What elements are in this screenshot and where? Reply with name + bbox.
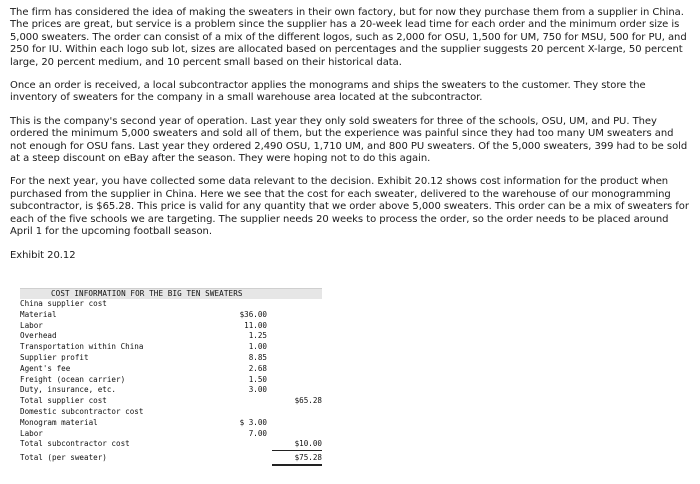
double-underline-rule <box>272 465 322 466</box>
table-row <box>20 310 322 321</box>
row-value: 11.00 <box>244 320 267 330</box>
table-row <box>20 407 322 418</box>
table-row <box>20 299 322 310</box>
row-value: 3.00 <box>248 385 267 395</box>
row-value: 7.00 <box>248 428 267 438</box>
table-row <box>20 321 322 332</box>
row-label: Material <box>20 309 57 319</box>
row-label: Total (per sweater) <box>20 453 107 463</box>
table-row <box>20 439 322 451</box>
table-row <box>20 342 322 353</box>
row-total: $65.28 <box>294 396 322 406</box>
row-label: Labor <box>20 320 43 330</box>
table-row <box>20 396 322 407</box>
table-row <box>20 429 322 440</box>
row-value: $ 3.00 <box>239 417 267 427</box>
row-label: Agent's fee <box>20 363 71 373</box>
row-label: Supplier profit <box>20 352 89 362</box>
table-row <box>20 375 322 386</box>
paragraph-subcontractor: Once an order is received, a local subcontractor applies the monograms and ships the sweaters to the customer. They store the inventory of sweaters for the company in a small warehouse area located at the subcontractor. <box>10 80 646 104</box>
row-value: 2.68 <box>248 363 267 373</box>
paragraph-next-year: For the next year, you have collected some data relevant to the decision. Exhibit 20.12 shows cost information for the product when purchased from the supplier in China. Here we see that the cost for each sweater, delivered to the warehouse of our monogramming subcontractor, is $65.28. This price is valid for any quantity that we order above 5,000 sweaters. This order can be a mix of sweaters for each of the five schools we are targeting. The supplier needs 20 weeks to process the order, so the order needs to be placed around April 1 for the upcoming football season. <box>10 176 689 238</box>
row-label: China supplier cost <box>20 299 107 308</box>
row-label: Overhead <box>20 331 57 341</box>
row-label: Labor <box>20 428 43 438</box>
paragraph-supplier: The firm has considered the idea of making the sweaters in their own factory, but for now they purchase them from a supplier in China. The prices are great, but service is a problem since the supplier has a 20-week lead time for each order and the minimum order size is 5,000 sweaters. The order can consist of a mix of the different logos, such as 2,000 for OSU, 1,500 for UM, 750 for MSU, 500 for PU, and 250 for IU. Within each logo sub lot, sizes are allocated based on percentages and the supplier suggests 20 percent X-large, 50 percent large, 20 percent medium, and 10 percent small based on their historical data. <box>10 7 687 68</box>
cost-exhibit-table <box>20 288 322 464</box>
row-total: $10.00 <box>272 439 322 451</box>
row-label: Freight (ocean carrier) <box>20 374 126 384</box>
table-row <box>20 331 322 342</box>
row-value: 1.25 <box>248 331 267 341</box>
row-value: 8.85 <box>248 352 267 362</box>
exhibit-title: COST INFORMATION FOR THE BIG TEN SWEATERS <box>20 288 322 299</box>
row-grand-total: $75.28 <box>272 453 322 465</box>
table-row <box>20 418 322 429</box>
table-row <box>20 451 322 464</box>
table-row <box>20 364 322 375</box>
row-label: Total subcontractor cost <box>20 439 130 449</box>
paragraph-second-year: This is the company's second year of operation. Last year they only sold sweaters for three of the schools, OSU, UM, and PU. They ordered the minimum 5,000 sweaters and sold all of them, but the experience was painful since they had too many UM sweaters and not enough for OSU fans. Last year they ordered 2,490 OSU, 1,710 UM, and 800 PU sweaters. Of the 5,000 sweaters, 399 had to be sold at a steep discount on eBay after the season. They were hoping not to do this again. <box>10 115 688 165</box>
table-row <box>20 385 322 396</box>
row-label: Total supplier cost <box>20 396 107 406</box>
row-label: Duty, insurance, etc. <box>20 385 117 395</box>
row-value: $36.00 <box>239 309 267 319</box>
row-value: 1.00 <box>248 342 267 352</box>
document-page <box>10 7 692 271</box>
row-label: Monogram material <box>20 417 98 427</box>
exhibit-label: Exhibit 20.12 <box>10 249 76 261</box>
row-label: Domestic subcontractor cost <box>20 406 144 416</box>
row-value: 1.50 <box>248 374 267 384</box>
row-label: Transportation within China <box>20 342 144 352</box>
table-row <box>20 353 322 364</box>
